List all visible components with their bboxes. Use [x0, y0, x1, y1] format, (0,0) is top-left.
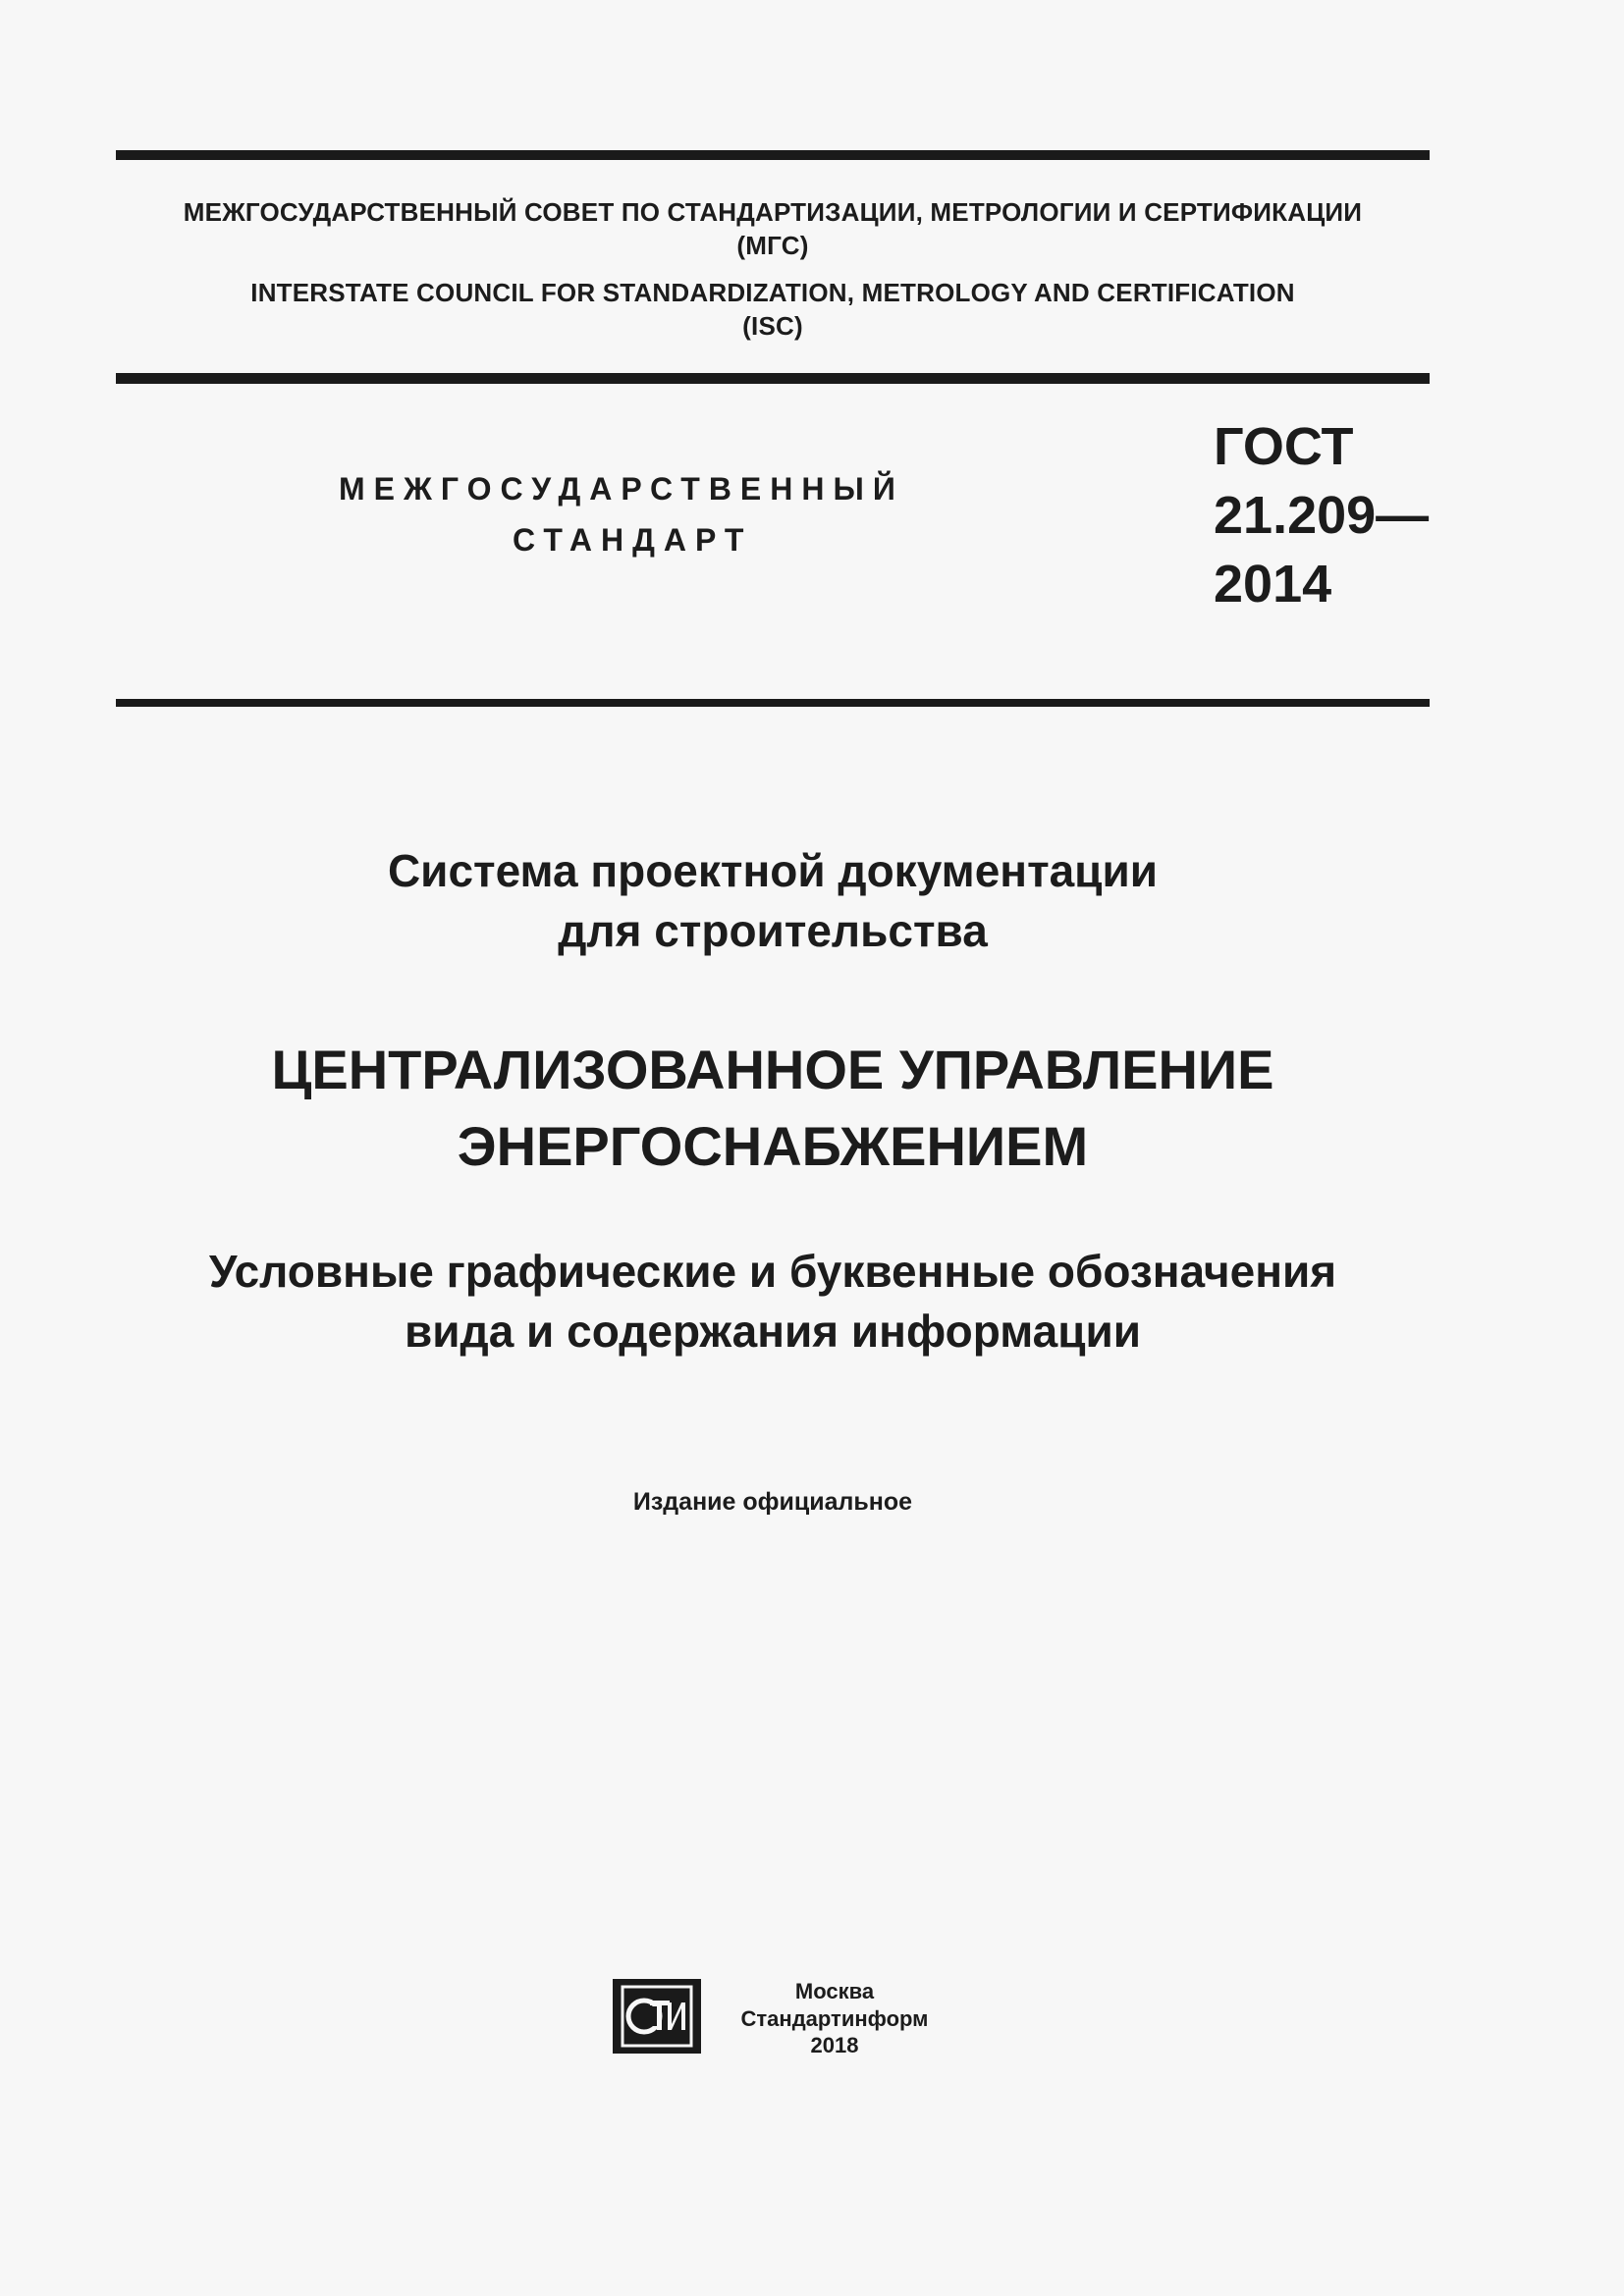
system-title-line2: для строительства: [558, 905, 988, 956]
council-abbr-ru: (МГС): [736, 231, 809, 260]
subject-title-line2: ЭНЕРГОСНАБЖЕНИЕМ: [457, 1115, 1089, 1177]
council-abbr-en: (ISC): [742, 311, 803, 341]
gost-number: 21.209—: [1214, 486, 1430, 545]
publisher-city: Москва: [794, 1979, 875, 2003]
subtitle-line2: вида и содержания информации: [404, 1306, 1142, 1357]
top-rule: [116, 150, 1430, 160]
gost-label: ГОСТ: [1214, 417, 1354, 476]
publisher-name: Стандартинформ: [740, 2006, 929, 2031]
header-divider: [116, 373, 1430, 384]
subtitle-line1: Условные графические и буквенные обозначения: [208, 1246, 1337, 1297]
standard-type-line2: СТАНДАРТ: [513, 522, 753, 558]
edition-label: Издание официальное: [632, 1488, 913, 1516]
council-name-ru: МЕЖГОСУДАРСТВЕННЫЙ СОВЕТ ПО СТАНДАРТИЗАЦИИ, МЕТРОЛОГИИ И СЕРТИФИКАЦИИ: [183, 197, 1363, 227]
publication-year: 2018: [810, 2033, 859, 2057]
council-name-en: INTERSTATE COUNCIL FOR STANDARDIZATION, METROLOGY AND CERTIFICATION: [250, 278, 1295, 307]
standard-type-line1: МЕЖГОСУДАРСТВЕННЫЙ: [339, 471, 904, 507]
designation-divider: [116, 699, 1430, 707]
subject-title-line1: ЦЕНТРАЛИЗОВАННОЕ УПРАВЛЕНИЕ: [271, 1039, 1274, 1100]
system-title-line1: Система проектной документации: [387, 845, 1159, 896]
standartinform-logo: [611, 1977, 703, 2056]
gost-year: 2014: [1214, 555, 1332, 614]
